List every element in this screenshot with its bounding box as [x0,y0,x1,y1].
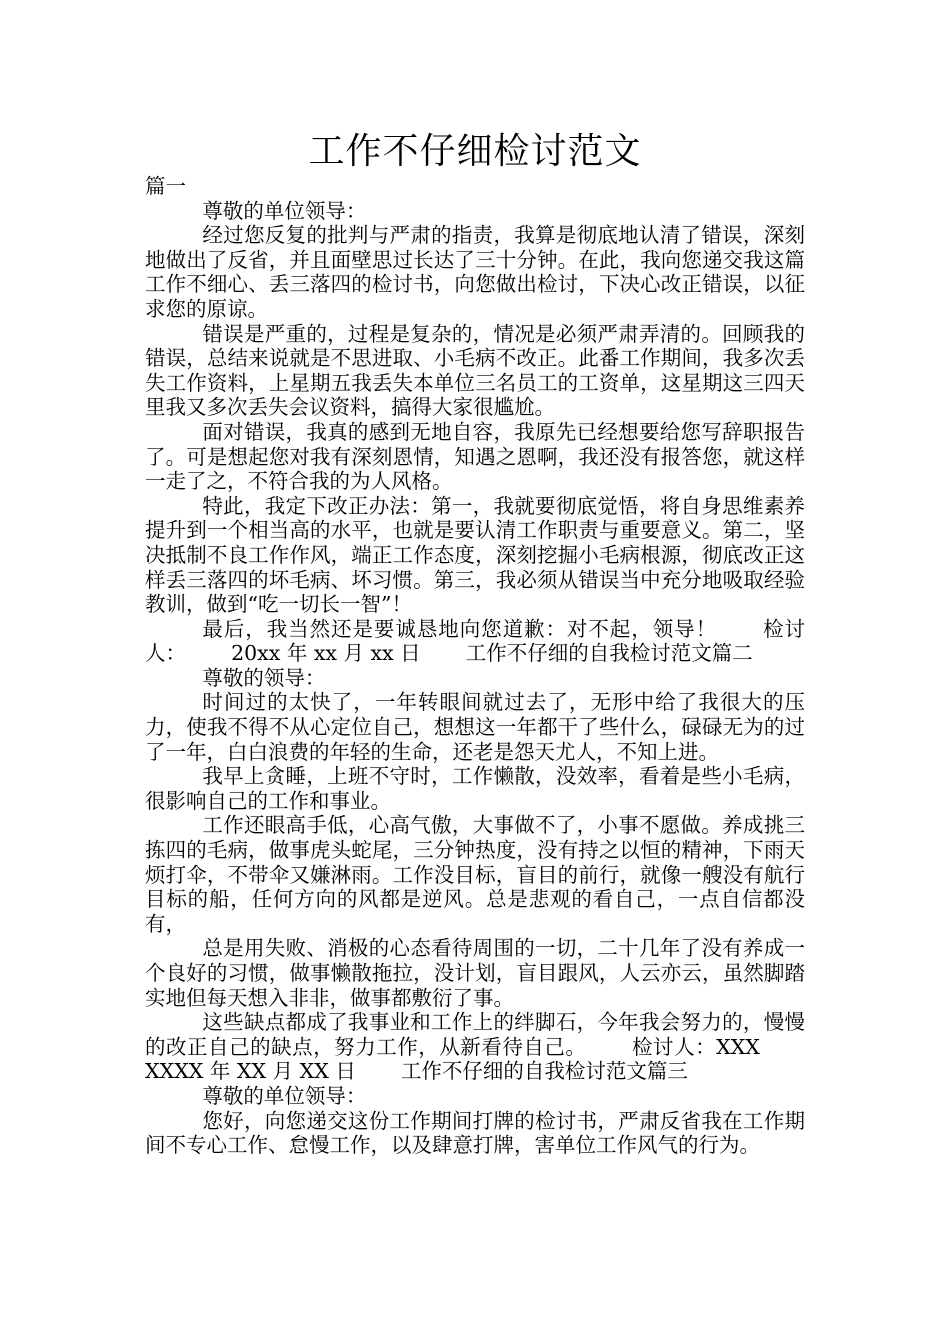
body-paragraph: 总是用失败、消极的心态看待周围的一切，二十几年了没有养成一个良好的习惯，做事懒散拖拉，没计划，盲目跟风，人云亦云，虽然脚踏实地但每天想入非非，做事都敷衍了事。 [145,936,805,1010]
section-label: 篇一 [145,174,186,198]
signature-date: XXXX 年 XX 月 XX 日 [145,1059,356,1084]
signature-label: 检讨人：XXX [631,1034,760,1059]
document-body [145,174,805,1158]
section-heading: 工作不仔细的自我检讨范文篇三 [400,1059,688,1084]
body-paragraph: 面对错误，我真的感到无地自容，我原先已经想要给您写辞职报告了。可是想起您对我有深刻恩情，知遇之恩啊，我还没有报答您，就这样一走了之，不符合我的为人风格。 [145,419,805,494]
body-paragraph: 经过您反复的批判与严肃的指责，我算是彻底地认清了错误，深刻地做出了反省，并且面壁思过长达了三十分钟。在此，我向您递交我这篇工作不细心、丢三落四的检讨书，向您做出检讨，下决心改正错误，以征求您的原谅。 [145,223,805,321]
salutation: 尊敬的单位领导： [202,1083,367,1108]
body-paragraph: 工作还眼高手低，心高气傲，大事做不了，小事不愿做。养成挑三拣四的毛病，做事虎头蛇尾，三分钟热度，没有持之以恒的精神，下雨天烦打伞，不带伞又嫌淋雨。工作没目标，盲目的前行，就像一艘没有航行目标的船，任何方向的风都是逆风。总是悲观的看自己，一点自信都没有， [145,813,805,936]
section-heading: 工作不仔细的自我检讨范文篇二 [465,641,753,666]
document-title: 工作不仔细检讨范文 [308,131,642,172]
closing-text: 最后，我当然还是要诚恳地向您道歉：对不起，领导！ [202,616,718,641]
body-paragraph: 特此，我定下改正办法：第一，我就要彻底觉悟，将自身思维素养提升到一个相当高的水平，也就是要认清工作职责与重要意义。第二，坚决抵制不良工作作风，端正工作态度，深刻挖掘小毛病根源，彻底改正这样丢三落四的坏毛病、坏习惯。第三，我必须从错误当中充分地吸取经验教训，做到“吃一切长一智”！ [145,493,805,617]
body-paragraph: 时间过的太快了，一年转眼间就过去了，无形中给了我很大的压力，使我不得不从心定位自己，想想这一年都干了些什么，碌碌无为的过了一年，白白浪费的年轻的生命，还老是怨天尤人，不知上进。 [145,690,805,764]
body-paragraph: 您好，向您递交这份工作期间打牌的检讨书，严肃反省我在工作期间不专心工作、怠慢工作，以及肆意打牌，害单位工作风气的行为。 [145,1108,805,1158]
closing-paragraph [145,1010,805,1084]
body-paragraph: 错误是严重的，过程是复杂的，情况是必须严肃弄清的。回顾我的错误，总结来说就是不思进取、小毛病不改正。此番工作期间，我多次丢失工作资料，上星期五我丢失本单位三名员工的工资单，这星期这三四天里我又多次丢失会议资料，搞得大家很尴尬。 [145,321,805,420]
body-paragraph: 我早上贪睡，上班不守时，工作懒散，没效率，看着是些小毛病，很影响自己的工作和事业。 [145,764,805,813]
closing-paragraph [145,617,805,666]
closing-text: 这些缺点都成了我事业和工作上的绊脚石，今年我会努力的，慢慢的改正自己的缺点，努力工作，从新看待自己。 [145,1010,805,1059]
salutation: 尊敬的单位领导： [202,198,367,223]
signature-date: 20xx 年 xx 月 xx 日 [231,641,421,666]
salutation: 尊敬的领导： [202,665,326,690]
signature-label: 检讨人： [145,616,806,666]
